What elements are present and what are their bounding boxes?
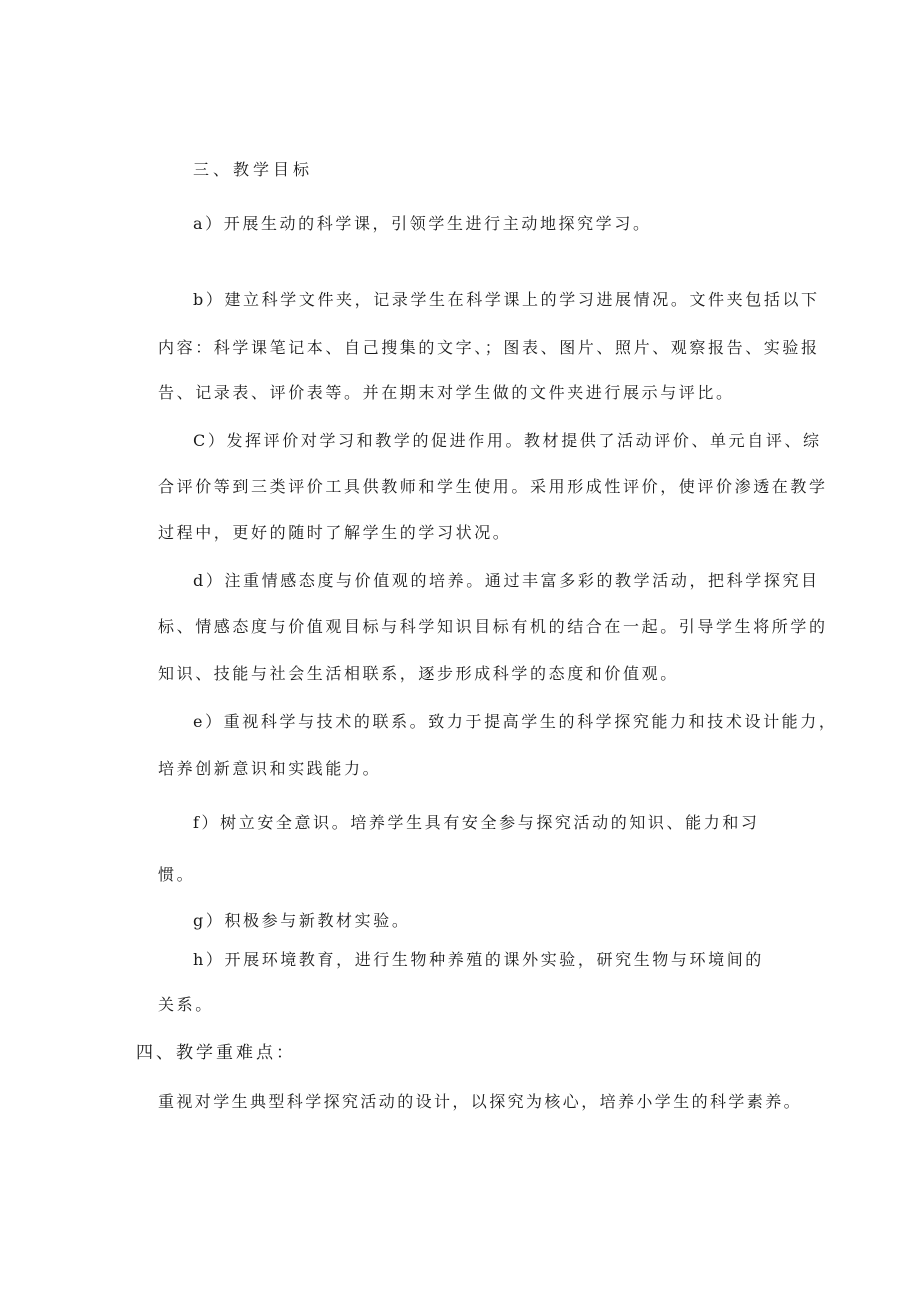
objective-h-line2: 关系。 xyxy=(158,995,214,1014)
objective-c-line3: 过程中，更好的随时了解学生的学习状况。 xyxy=(158,523,512,542)
section4-body: 重视对学生典型科学探究活动的设计，以探究为核心，培养小学生的科学素养。 xyxy=(158,1092,803,1111)
objective-c-line2: 合评价等到三类评价工具供教师和学生使用。采用形成性评价，使评价渗透在教学 xyxy=(158,477,828,496)
objective-e-line1: e）重视科学与技术的联系。致力于提高学生的科学探究能力和技术设计能力， xyxy=(193,712,838,731)
section4-title: 四、教学重难点： xyxy=(136,1043,296,1063)
objective-d-line1: d）注重情感态度与价值观的培养。通过丰富多彩的教学活动，把科学探究目 xyxy=(193,571,820,590)
objective-h-line1: h）开展环境教育，进行生物种养殖的课外实验，研究生物与环境间的 xyxy=(193,950,764,969)
section3-title: 三、教学目标 xyxy=(193,160,314,179)
objective-a: a）开展生动的科学课，引领学生进行主动地探究学习。 xyxy=(193,214,652,233)
objective-c-line1: C）发挥评价对学习和教学的促进作用。教材提供了活动评价、单元自评、综 xyxy=(193,431,822,450)
objective-d-line2: 标、情感态度与价值观目标与科学知识目标有机的结合在一起。引导学生将所学的 xyxy=(158,617,828,636)
objective-f-line2: 惯。 xyxy=(158,865,196,884)
objective-f-line1: f）树立安全意识。培养学生具有安全参与探究活动的知识、能力和习 xyxy=(193,813,760,832)
objective-b-line1: b）建立科学文件夹，记录学生在科学课上的学习进展情况。文件夹包括以下 xyxy=(193,290,820,309)
objective-b-line2: 内容：科学课笔记本、自己搜集的文字、；图表、图片、照片、观察报告、实验报 xyxy=(158,338,820,357)
objective-g: g）积极参与新教材实验。 xyxy=(193,911,411,930)
objective-b-line3: 告、记录表、评价表等。并在期末对学生做的文件夹进行展示与评比。 xyxy=(158,383,735,402)
objective-e-line2: 培养创新意识和实践能力。 xyxy=(158,759,382,778)
objective-d-line3: 知识、技能与社会生活相联系，逐步形成科学的态度和价值观。 xyxy=(158,664,679,683)
